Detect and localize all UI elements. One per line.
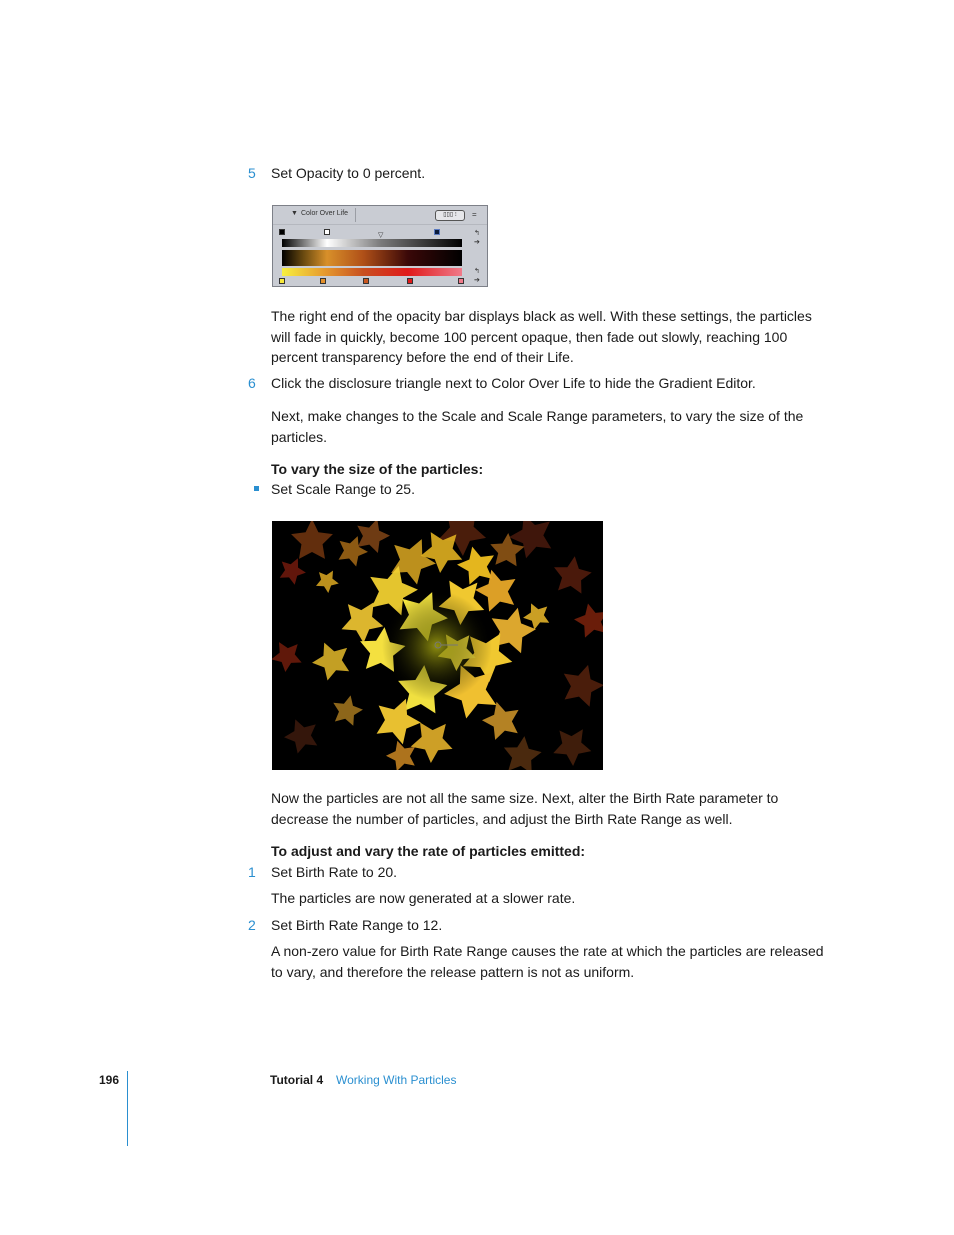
gradient-editor-header <box>273 206 487 225</box>
arrow-right-icon: ➔ <box>474 239 480 246</box>
reset-icon: ↰ <box>474 230 480 237</box>
step-result: The particles are now generated at a slower rate. <box>271 890 576 906</box>
step-text: Set Opacity to 0 percent. <box>271 165 426 181</box>
footer-chapter-title: Working With Particles <box>336 1073 457 1087</box>
gradient-preview-bar <box>282 250 462 266</box>
step-number: 2 <box>248 917 256 933</box>
disclosure-triangle-icon: ▼ <box>291 210 298 217</box>
stars-canvas <box>272 521 603 770</box>
gradient-editor-label: Color Over Life <box>301 210 349 217</box>
step-number: 5 <box>248 165 256 181</box>
minus-icon: = <box>472 210 477 219</box>
step-number: 1 <box>248 864 256 880</box>
body-paragraph: Now the particles are not all the same size. Next, alter the Birth Rate parameter to decrease the number of particles, and adjust the Birth Rate Range as well. <box>271 790 779 827</box>
task-heading: To adjust and vary the rate of particles emitted: <box>271 843 586 859</box>
footer-chapter: Tutorial 4 <box>270 1073 324 1087</box>
reset-icon: ↰ <box>474 268 480 275</box>
step-number: 6 <box>248 375 256 391</box>
emitter-glow <box>382 591 492 701</box>
bullet-text: Set Scale Range to 25. <box>271 481 415 497</box>
divider <box>355 208 356 222</box>
gradient-editor-screenshot <box>272 205 488 287</box>
body-paragraph: The right end of the opacity bar displays black as well. With these settings, the particles will fade in quickly, become 100 percent opaque, then fade out slowly, reaching 100 percent transparency before the end of their Life. <box>271 308 812 365</box>
particle-stars-image <box>272 521 603 770</box>
color-tag <box>407 278 413 284</box>
task-heading: To vary the size of the particles: <box>271 461 484 477</box>
color-bar <box>282 268 462 276</box>
step-text: Click the disclosure triangle next to Color Over Life to hide the Gradient Editor. <box>271 375 756 391</box>
color-tag <box>363 278 369 284</box>
footer-rule <box>127 1071 128 1146</box>
color-tag <box>458 278 464 284</box>
opacity-bar <box>282 239 462 247</box>
midpoint-triangle-icon: ▽ <box>378 232 384 239</box>
opacity-tag-start <box>279 229 285 235</box>
arrow-right-icon: ➔ <box>474 277 480 284</box>
opacity-tag-end <box>434 229 440 235</box>
opacity-tag-mid <box>324 229 330 235</box>
step-result: A non-zero value for Birth Rate Range causes the rate at which the particles are released to vary, and therefore the release pattern is not as uniform. <box>271 943 824 980</box>
color-tag <box>320 278 326 284</box>
gradient-preset-icon: ▯▯▯ ⁝ <box>435 210 465 221</box>
page-number: 196 <box>99 1073 120 1087</box>
bullet-icon <box>254 486 259 491</box>
step-text: Set Birth Rate Range to 12. <box>271 917 443 933</box>
body-paragraph: Next, make changes to the Scale and Scale Range parameters, to vary the size of the particles. <box>271 408 804 445</box>
color-tag <box>279 278 285 284</box>
step-text: Set Birth Rate to 20. <box>271 864 398 880</box>
